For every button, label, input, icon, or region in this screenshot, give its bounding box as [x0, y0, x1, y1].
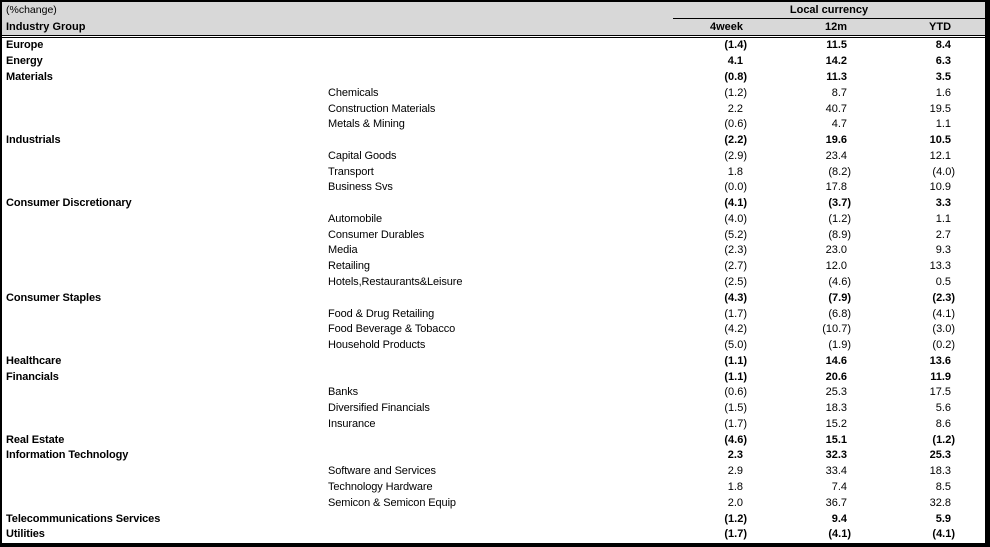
value-12m: (8.2) [828, 165, 851, 178]
industry-label: Consumer Durables [328, 228, 425, 241]
value-12m: 17.8 [825, 181, 847, 194]
value-4week: (0.6) [724, 118, 747, 131]
industry-label: Media [328, 244, 358, 257]
value-12m: 18.3 [825, 402, 847, 415]
value-12m: 25.3 [825, 386, 847, 399]
table-row [2, 164, 985, 180]
value-ytd: 8.4 [881, 35, 985, 54]
value-4week: (2.3) [724, 244, 747, 257]
value-12m: 23.4 [825, 149, 847, 162]
value-ytd: 1.6 [935, 86, 952, 99]
industry-label: Technology Hardware [328, 480, 433, 493]
value-ytd: 1.1 [935, 212, 952, 225]
value-ytd: 8.6 [935, 417, 952, 430]
industry-label: Business Svs [328, 181, 393, 194]
industry-label: Retailing [328, 260, 370, 273]
value-12m: 15.2 [825, 417, 847, 430]
table-row [2, 448, 985, 464]
industry-label: Food Beverage & Tobacco [328, 323, 456, 336]
table-row [2, 259, 985, 275]
column-header-12m: 12m [777, 19, 881, 35]
table-row [2, 353, 985, 369]
value-4week: (1.7) [724, 528, 747, 541]
value-12m: 23.0 [825, 244, 847, 257]
industry-label: Europe [2, 35, 673, 54]
value-ytd: (4.1) [932, 307, 956, 320]
table-row [2, 149, 985, 165]
table-row [2, 133, 985, 149]
table-row [2, 70, 985, 86]
table-header [2, 2, 985, 35]
industry-label: Metals & Mining [328, 118, 405, 131]
industry-label: Capital Goods [328, 149, 397, 162]
column-header-4week: 4week [673, 19, 777, 35]
industry-label: Industrials [6, 134, 61, 147]
value-4week: (4.0) [724, 212, 747, 225]
value-ytd: 13.3 [929, 260, 952, 273]
value-4week: (4.1) [724, 197, 747, 210]
value-ytd: (1.2) [932, 433, 956, 446]
table-row [2, 243, 985, 259]
value-4week: (4.2) [724, 323, 747, 336]
value-12m: 14.6 [825, 354, 847, 367]
value-4week: (1.2) [724, 86, 747, 99]
value-12m: (8.9) [828, 228, 851, 241]
industry-label: Automobile [328, 212, 383, 225]
industry-label: Consumer Discretionary [6, 197, 132, 210]
value-4week: (0.8) [724, 71, 747, 84]
value-ytd: 19.5 [929, 102, 952, 115]
table-row [2, 196, 985, 212]
value-ytd: 6.3 [935, 55, 952, 68]
value-ytd: 32.8 [929, 496, 952, 509]
table-row [2, 369, 985, 385]
value-4week: 4.1 [727, 55, 743, 68]
value-12m: 11.3 [826, 71, 847, 84]
value-4week: (1.1) [724, 370, 747, 383]
value-4week: 2.9 [727, 465, 743, 478]
table-row [2, 290, 985, 306]
industry-label: Real Estate [6, 433, 65, 446]
table-row [2, 511, 985, 527]
industry-group-header: Industry Group [2, 19, 673, 35]
value-4week: (4.3) [724, 291, 747, 304]
table-row [2, 35, 985, 54]
value-4week: (2.7) [724, 260, 747, 273]
table-row [2, 527, 985, 543]
value-12m: 36.7 [825, 496, 847, 509]
value-ytd: 3.3 [935, 197, 952, 210]
table-row [2, 432, 985, 448]
value-ytd: (2.3) [932, 291, 956, 304]
value-4week: 2.3 [727, 449, 743, 462]
table-row [2, 306, 985, 322]
value-12m: (4.6) [828, 276, 851, 289]
industry-label: Telecommunications Services [6, 512, 161, 525]
table-row [2, 495, 985, 511]
industry-label: Banks [328, 386, 359, 399]
table-row [2, 480, 985, 496]
value-4week: (5.2) [724, 228, 747, 241]
value-12m: 19.6 [825, 134, 847, 147]
value-4week: (2.9) [724, 149, 747, 162]
industry-label: Healthcare [6, 354, 62, 367]
value-12m: 7.4 [831, 480, 847, 493]
value-4week: 1.8 [727, 480, 743, 493]
table-row [2, 212, 985, 228]
table-row [2, 85, 985, 101]
value-ytd: (3.0) [932, 323, 956, 336]
value-12m: (6.8) [828, 307, 851, 320]
value-ytd: 13.6 [929, 354, 952, 367]
value-12m: 9.4 [831, 512, 847, 525]
value-4week: (0.0) [724, 181, 747, 194]
value-12m: 4.7 [831, 118, 847, 131]
industry-label: Household Products [328, 339, 426, 352]
value-4week: (5.0) [724, 339, 747, 352]
value-12m: 11.5 [777, 35, 881, 54]
column-header-ytd: YTD [881, 19, 985, 35]
industry-label: Energy [6, 55, 43, 68]
value-ytd: 0.5 [935, 276, 952, 289]
value-ytd: 10.9 [929, 181, 952, 194]
pct-change-label: (%change) [2, 2, 673, 19]
value-4week: (0.6) [724, 386, 747, 399]
industry-label: Utilities [6, 528, 45, 541]
value-4week: (1.1) [724, 354, 747, 367]
value-4week: (1.2) [724, 512, 747, 525]
value-12m: (1.9) [828, 339, 851, 352]
value-ytd: 1.1 [935, 118, 952, 131]
industry-label: Insurance [328, 417, 376, 430]
value-4week: (4.6) [724, 433, 747, 446]
value-12m: 15.1 [825, 433, 847, 446]
value-ytd: 8.5 [935, 480, 952, 493]
industry-label: Transport [328, 165, 374, 178]
industry-label: Diversified Financials [328, 402, 430, 415]
value-12m: (3.7) [828, 197, 851, 210]
value-4week: 1.8 [727, 165, 743, 178]
table-body [2, 35, 985, 543]
value-ytd: 3.5 [935, 71, 952, 84]
value-12m: 14.2 [825, 55, 847, 68]
value-ytd: 2.7 [935, 228, 952, 241]
value-4week: (2.2) [724, 134, 747, 147]
value-ytd: 18.3 [929, 465, 952, 478]
value-ytd: (4.0) [932, 165, 956, 178]
value-ytd: 12.1 [929, 149, 952, 162]
value-ytd: 17.5 [929, 386, 952, 399]
table-row [2, 338, 985, 354]
value-12m: 40.7 [825, 102, 847, 115]
industry-label: Hotels,Restaurants&Leisure [328, 276, 463, 289]
table-row [2, 180, 985, 196]
value-12m: (4.1) [828, 528, 851, 541]
value-4week: (1.4) [673, 35, 777, 54]
industry-label: Information Technology [6, 449, 129, 462]
value-12m: 8.7 [831, 86, 847, 99]
value-12m: 33.4 [825, 465, 847, 478]
value-4week: (1.7) [724, 307, 747, 320]
industry-label: Semicon & Semicon Equip [328, 496, 456, 509]
local-currency-header: Local currency [673, 2, 985, 19]
industry-label: Consumer Staples [6, 291, 101, 304]
value-ytd: 5.6 [935, 402, 952, 415]
value-12m: (1.2) [828, 212, 851, 225]
industry-label: Chemicals [328, 86, 379, 99]
value-4week: (1.5) [724, 402, 747, 415]
industry-label: Financials [6, 370, 59, 383]
table-row [2, 464, 985, 480]
column-header-row [2, 19, 985, 35]
value-ytd: 25.3 [929, 449, 952, 462]
table-row [2, 385, 985, 401]
table-row [2, 417, 985, 433]
table-row [2, 322, 985, 338]
value-12m: 32.3 [825, 449, 847, 462]
table-row [2, 101, 985, 117]
value-ytd: 10.5 [929, 134, 952, 147]
industry-label: Food & Drug Retailing [328, 307, 435, 320]
table-row [2, 401, 985, 417]
table-row [2, 117, 985, 133]
industry-label: Software and Services [328, 465, 436, 478]
value-4week: 2.2 [727, 102, 743, 115]
industry-label: Construction Materials [328, 102, 436, 115]
value-ytd: 9.3 [935, 244, 952, 257]
value-12m: (10.7) [822, 323, 851, 336]
currency-header-row [2, 2, 985, 19]
value-ytd: 5.9 [935, 512, 952, 525]
industry-label: Materials [6, 71, 53, 84]
table-row [2, 227, 985, 243]
value-ytd: (0.2) [932, 339, 956, 352]
value-4week: 2.0 [727, 496, 743, 509]
value-4week: (1.7) [724, 417, 747, 430]
table-row [2, 275, 985, 291]
value-12m: 12.0 [825, 260, 847, 273]
value-4week: (2.5) [724, 276, 747, 289]
value-12m: 20.6 [825, 370, 847, 383]
value-12m: (7.9) [828, 291, 851, 304]
table-row [2, 54, 985, 70]
value-ytd: (4.1) [932, 528, 956, 541]
value-ytd: 11.9 [930, 370, 952, 383]
